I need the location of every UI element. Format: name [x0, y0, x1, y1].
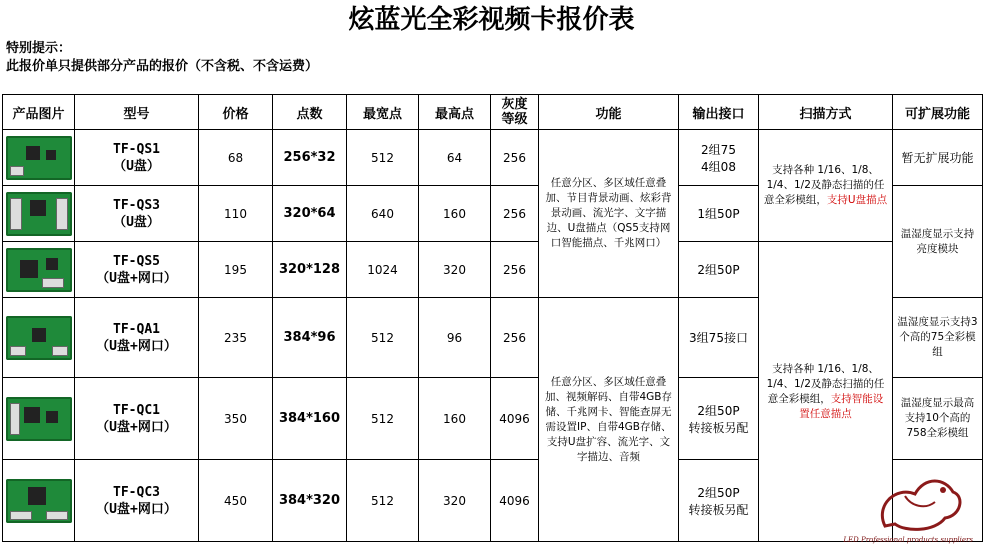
scan-highlight: 支持U盘描点 [826, 194, 888, 206]
product-board-image [6, 192, 72, 236]
max-width-cell: 512 [347, 460, 419, 542]
extension-cell: 温湿度显示支持亮度模块 [893, 186, 983, 298]
note-label: 特别提示： [6, 41, 72, 56]
product-image-cell [3, 242, 75, 298]
model-name: TF-QS1 [113, 141, 160, 157]
product-board-image [6, 248, 72, 292]
model-type: （U盘+网口） [96, 270, 177, 286]
product-image-cell [3, 186, 75, 242]
model-type: （U盘） [113, 158, 160, 174]
points-cell: 384*320 [273, 460, 347, 542]
max-width-cell: 1024 [347, 242, 419, 298]
model-cell [75, 186, 199, 242]
scan-text: 支持各种 1/16、1/8、1/4、1/2及静态扫描的任意全彩模组， [763, 164, 885, 206]
max-height-cell: 320 [419, 460, 491, 542]
header-max-height: 最高点 [419, 95, 491, 130]
model-cell [75, 242, 199, 298]
page-title: 炫蓝光全彩视频卡报价表 [348, 5, 635, 35]
header-image: 产品图片 [3, 95, 75, 130]
logo-caption: LED Professional products suppliers [843, 536, 973, 544]
output-line2: 转接板另配 [688, 420, 749, 435]
scan-highlight: 支持智能设置任意描点 [799, 392, 884, 420]
gray-cell: 256 [491, 186, 539, 242]
output-cell: 2组50P [679, 242, 759, 298]
max-height-cell: 160 [419, 186, 491, 242]
note-text: 此报价单只提供部分产品的报价（不含税、不含运费） [6, 59, 319, 74]
output-line2: 4组08 [701, 159, 736, 174]
points-cell: 384*96 [273, 298, 347, 378]
header-max-width: 最宽点 [347, 95, 419, 130]
price-cell: 68 [199, 130, 273, 186]
product-image-cell [3, 378, 75, 460]
model-name: TF-QS3 [113, 197, 160, 213]
max-height-cell: 96 [419, 298, 491, 378]
model-type: （U盘+网口） [96, 501, 177, 517]
max-width-cell: 640 [347, 186, 419, 242]
extension-cell: 暂无扩展功能 [893, 130, 983, 186]
header-gray-line1: 灰度 [501, 97, 528, 112]
scan-text: 支持各种 1/16、1/8、1/4、1/2及静态扫描的任意全彩模组， [766, 362, 885, 405]
price-cell: 235 [199, 298, 273, 378]
model-name: TF-QC3 [113, 484, 160, 500]
header-gray-line2: 等级 [501, 112, 528, 127]
price-cell: 110 [199, 186, 273, 242]
points-cell: 384*160 [273, 378, 347, 460]
dragon-logo-icon [865, 466, 975, 538]
output-cell [679, 460, 759, 542]
model-name: TF-QS5 [113, 253, 160, 269]
max-width-cell: 512 [347, 298, 419, 378]
model-cell [75, 378, 199, 460]
header-price: 价格 [199, 95, 273, 130]
model-type: （U盘） [113, 214, 160, 230]
max-width-cell: 512 [347, 130, 419, 186]
table-row [3, 130, 983, 186]
header-points: 点数 [273, 95, 347, 130]
max-height-cell: 160 [419, 378, 491, 460]
product-board-image [6, 316, 72, 360]
max-height-cell: 320 [419, 242, 491, 298]
output-line1: 2组50P [697, 403, 740, 418]
output-cell: 1组50P [679, 186, 759, 242]
price-table [2, 94, 983, 542]
model-name: TF-QC1 [113, 402, 160, 418]
gray-cell: 256 [491, 298, 539, 378]
points-cell: 256*32 [273, 130, 347, 186]
price-cell: 350 [199, 378, 273, 460]
gray-cell: 4096 [491, 378, 539, 460]
points-cell: 320*64 [273, 186, 347, 242]
model-cell [75, 130, 199, 186]
header-scan: 扫描方式 [759, 95, 893, 130]
model-name: TF-QA1 [113, 321, 160, 337]
product-image-cell [3, 130, 75, 186]
table-row [3, 242, 983, 298]
output-line1: 2组50P [697, 485, 740, 500]
header-function: 功能 [539, 95, 679, 130]
points-cell: 320*128 [273, 242, 347, 298]
gray-cell: 4096 [491, 460, 539, 542]
header-extension: 可扩展功能 [893, 95, 983, 130]
output-cell: 3组75接口 [679, 298, 759, 378]
function-cell-group2: 任意分区、多区域任意叠加、视频解码、自带4GB存储、千兆网卡、智能查屏无需设置IP、自带4GB存储、支持U盘扩容、流光字、文字描边、音频 [539, 298, 679, 542]
header-output: 输出接口 [679, 95, 759, 130]
product-image-cell [3, 460, 75, 542]
gray-cell: 256 [491, 130, 539, 186]
extension-cell: 温湿度显示最高支持10个高的758全彩模组 [893, 378, 983, 460]
gray-cell: 256 [491, 242, 539, 298]
price-cell: 450 [199, 460, 273, 542]
price-cell: 195 [199, 242, 273, 298]
product-board-image [6, 479, 72, 523]
model-cell [75, 298, 199, 378]
model-type: （U盘+网口） [96, 419, 177, 435]
product-image-cell [3, 298, 75, 378]
model-cell [75, 460, 199, 542]
output-line1: 2组75 [701, 142, 736, 157]
product-board-image [6, 136, 72, 180]
scan-cell-group1 [759, 130, 893, 242]
model-type: （U盘+网口） [96, 338, 177, 354]
header-gray [491, 95, 539, 130]
product-board-image [6, 397, 72, 441]
header-model: 型号 [75, 95, 199, 130]
extension-cell: 温湿度显示支持3个高的75全彩模组 [893, 298, 983, 378]
output-cell [679, 130, 759, 186]
max-width-cell: 512 [347, 378, 419, 460]
max-height-cell: 64 [419, 130, 491, 186]
header-row [3, 95, 983, 130]
function-cell-group1: 任意分区、多区域任意叠加、节目背景动画、炫彩背景动画、流光字、文字描边、U盘描点（QS5支持网口智能描点、千兆网口） [539, 130, 679, 298]
output-line2: 转接板另配 [688, 502, 749, 517]
output-cell [679, 378, 759, 460]
